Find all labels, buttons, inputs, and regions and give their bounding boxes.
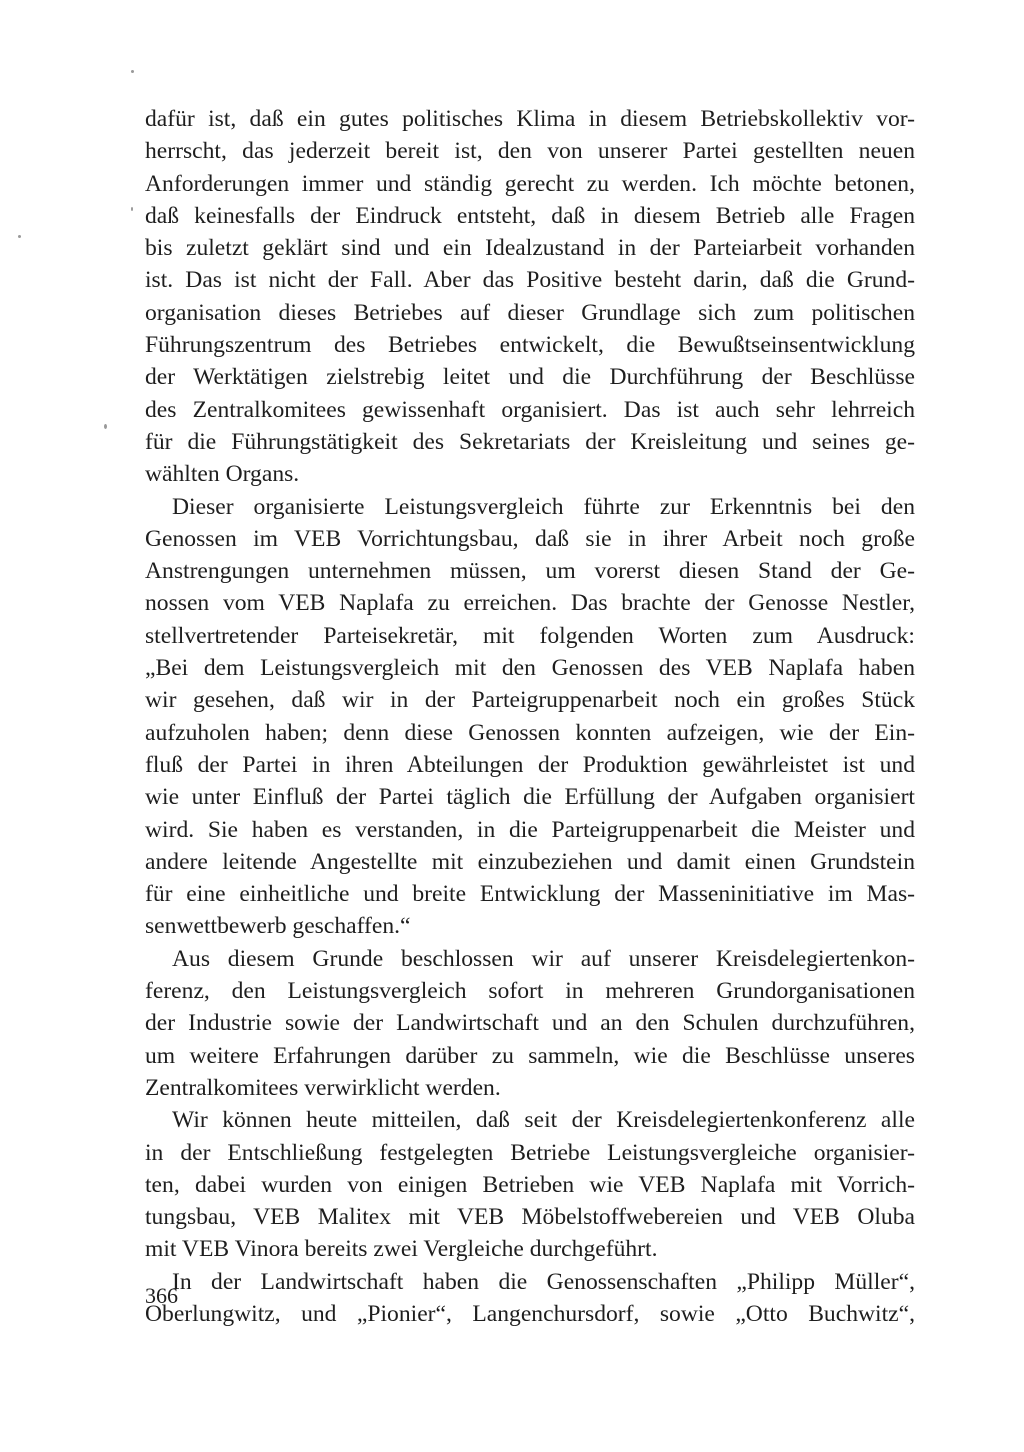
text-line: wählten Organs. bbox=[145, 461, 300, 488]
text-line: Genossen im VEB Vorrichtungsbau, daß sie in ihrer Arbeit noch große bbox=[145, 525, 915, 552]
text-line: der Industrie sowie der Landwirtschaft und an den Schulen durchzuführen, bbox=[145, 1010, 915, 1037]
text-line: wird. Sie haben es verstanden, in die Parteigruppenarbeit die Meister und bbox=[145, 816, 915, 843]
paragraph-3 bbox=[145, 943, 915, 1104]
text-line: ferenz, den Leistungsvergleich sofort in mehreren Grundorganisationen bbox=[145, 978, 915, 1005]
text-line: „Bei dem Leistungsvergleich mit den Genossen des VEB Naplafa haben bbox=[145, 655, 915, 682]
text-line: des Zentralkomitees gewissenhaft organisiert. Das ist auch sehr lehrreich bbox=[145, 396, 915, 423]
page-number: 366 bbox=[145, 1283, 178, 1308]
text-line: Zentralkomitees verwirklicht werden. bbox=[145, 1074, 501, 1101]
text-line: für eine einheitliche und breite Entwicklung der Masseninitiative im Mas- bbox=[145, 881, 915, 908]
text-line: um weitere Erfahrungen darüber zu sammeln, wie die Beschlüsse unseres bbox=[145, 1042, 915, 1069]
text-line: dafür ist, daß ein gutes politisches Klima in diesem Betriebskollektiv vor- bbox=[145, 106, 915, 132]
text-line: Oberlungwitz, und „Pionier“, Langenchursdorf, sowie „Otto Buchwitz“, bbox=[145, 1300, 915, 1327]
text-line: mit VEB Vinora bereits zwei Vergleiche durchgeführt. bbox=[145, 1236, 658, 1263]
scan-speck bbox=[131, 207, 133, 211]
paragraph-1 bbox=[145, 103, 915, 491]
text-line: ten, dabei wurden von einigen Betrieben wie VEB Naplafa mit Vorrich- bbox=[145, 1171, 915, 1198]
text-line: tungsbau, VEB Malitex mit VEB Möbelstoffwebereien und VEB Oluba bbox=[145, 1204, 915, 1231]
text-line: herrscht, das jederzeit bereit ist, den von unserer Partei gestellten neuen bbox=[145, 138, 915, 165]
scan-speck bbox=[18, 235, 21, 238]
text-line: ist. Das ist nicht der Fall. Aber das Positive besteht darin, daß die Grund- bbox=[145, 267, 915, 294]
text-line: stellvertretender Parteisekretär, mit folgenden Worten zum Ausdruck: bbox=[145, 622, 915, 649]
text-line: bis zuletzt geklärt sind und ein Idealzustand in der Parteiarbeit vorhanden bbox=[145, 235, 915, 262]
body-text bbox=[145, 103, 915, 1330]
paragraph-5 bbox=[145, 1266, 915, 1331]
text-line: fluß der Partei in ihren Abteilungen der Produktion gewährleistet ist und bbox=[145, 751, 915, 778]
scan-speck bbox=[104, 424, 107, 429]
text-line: Dieser organisierte Leistungsvergleich führte zur Erkenntnis bei den bbox=[172, 493, 915, 520]
text-line: wir gesehen, daß wir in der Parteigruppenarbeit noch ein großes Stück bbox=[145, 687, 915, 714]
text-line: aufzuholen haben; denn diese Genossen konnten aufzeigen, wie der Ein- bbox=[145, 719, 915, 746]
paragraph-4 bbox=[145, 1104, 915, 1265]
text-line: Anstrengungen unternehmen müssen, um vorerst diesen Stand der Ge- bbox=[145, 558, 915, 585]
text-line: In der Landwirtschaft haben die Genossenschaften „Philipp Müller“, bbox=[172, 1268, 915, 1295]
text-line: senwettbewerb geschaffen.“ bbox=[145, 913, 411, 940]
text-line: Führungszentrum des Betriebes entwickelt, die Bewußtseinsentwicklung bbox=[145, 332, 915, 359]
text-line: wie unter Einfluß der Partei täglich die Erfüllung der Aufgaben organisiert bbox=[145, 784, 915, 811]
text-line: für die Führungstätigkeit des Sekretariats der Kreisleitung und seines ge- bbox=[145, 428, 915, 455]
text-line: andere leitende Angestellte mit einzubeziehen und damit einen Grundstein bbox=[145, 848, 915, 875]
paragraph-2 bbox=[145, 491, 915, 943]
text-line: in der Entschließung festgelegten Betriebe Leistungsvergleiche organisier- bbox=[145, 1139, 915, 1166]
text-line: nossen vom VEB Naplafa zu erreichen. Das brachte der Genosse Nestler, bbox=[145, 590, 915, 617]
text-line: Wir können heute mitteilen, daß seit der Kreisdelegiertenkonferenz alle bbox=[172, 1107, 915, 1134]
text-line: daß keinesfalls der Eindruck entsteht, daß in diesem Betrieb alle Fragen bbox=[145, 202, 915, 229]
scan-speck bbox=[131, 70, 134, 73]
text-line: organisation dieses Betriebes auf dieser Grundlage sich zum politischen bbox=[145, 299, 915, 326]
text-line: der Werktätigen zielstrebig leitet und die Durchführung der Beschlüsse bbox=[145, 364, 915, 391]
text-line: Aus diesem Grunde beschlossen wir auf unserer Kreisdelegiertenkon- bbox=[172, 945, 915, 972]
text-line: Anforderungen immer und ständig gerecht zu werden. Ich möchte betonen, bbox=[145, 170, 915, 197]
